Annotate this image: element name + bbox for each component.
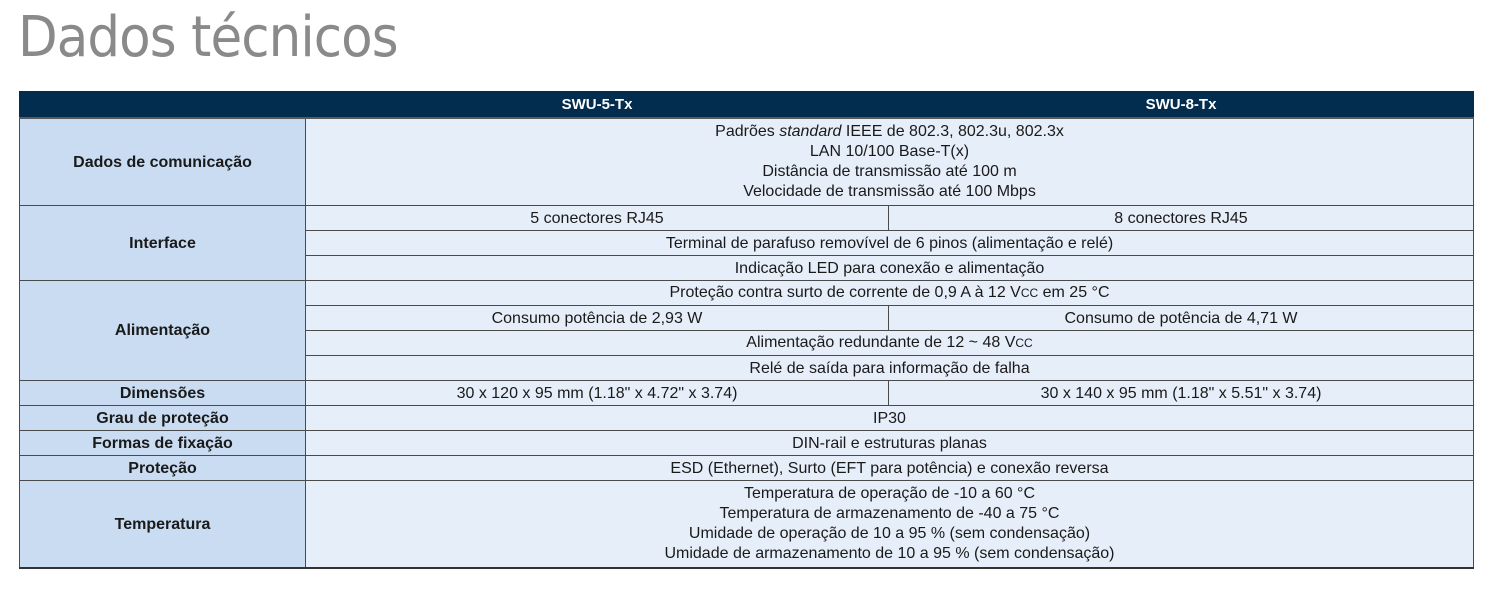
italic-text: standard: [779, 123, 842, 140]
row-label: Formas de fixação: [20, 431, 306, 456]
temperatura-value: [306, 481, 1474, 569]
page-title: Dados técnicos: [18, 5, 398, 70]
text: Proteção contra surto de corrente de 0,9 A à 12 V: [669, 284, 1021, 301]
surge-value: [306, 281, 1474, 306]
table-row-dimensoes: [20, 381, 1474, 406]
row-label: Dimensões: [20, 381, 306, 406]
table-row-alimentacao: [20, 281, 1474, 306]
row-label: Temperatura: [20, 481, 306, 569]
speed-line: Velocidade de transmissão até 100 Mbps: [743, 183, 1036, 200]
row-label: Alimentação: [20, 281, 306, 381]
storage-temp-line: Temperatura de armazenamento de -40 a 75 °C: [719, 505, 1060, 522]
header-swu-5-tx: SWU-5-Tx: [306, 92, 889, 119]
operating-temp-line: Temperatura de operação de -10 a 60 °C: [743, 485, 1036, 502]
redundant-value: [306, 331, 1474, 356]
technical-data-table: [19, 91, 1474, 569]
connectors-swu5: 5 conectores RJ45: [306, 206, 889, 231]
text: Padrões: [715, 123, 780, 140]
table-row-fixacao: [20, 431, 1474, 456]
operating-humidity-line: Umidade de operação de 10 a 95 % (sem condensação): [688, 525, 1091, 542]
power-swu5: Consumo potência de 2,93 W: [306, 306, 889, 331]
subscript: CC: [1015, 336, 1033, 350]
table-row-comunicacao: [20, 118, 1474, 206]
relay-value: Relé de saída para informação de falha: [306, 356, 1474, 381]
table-row-protecao: [20, 456, 1474, 481]
lan-line: LAN 10/100 Base-T(x): [809, 143, 970, 160]
subscript: CC: [1020, 286, 1039, 300]
distance-line: Distância de transmissão até 100 m: [762, 163, 1017, 180]
dimensions-swu8: 30 x 140 x 95 mm (1.18" x 5.51" x 3.74): [889, 381, 1474, 406]
dimensions-swu5: 30 x 120 x 95 mm (1.18" x 4.72" x 3.74): [306, 381, 889, 406]
led-value: Indicação LED para conexão e alimentação: [306, 256, 1474, 281]
fixacao-value: DIN-rail e estruturas planas: [306, 431, 1474, 456]
text: Alimentação redundante de 12 ~ 48 V: [746, 334, 1016, 351]
standards-line: [306, 122, 1473, 142]
row-label: Dados de comunicação: [20, 118, 306, 206]
row-label: Interface: [20, 206, 306, 281]
header-swu-8-tx: SWU-8-Tx: [889, 92, 1474, 119]
row-label: Proteção: [20, 456, 306, 481]
grau-value: IP30: [306, 406, 1474, 431]
power-swu8: Consumo de potência de 4,71 W: [889, 306, 1474, 331]
text: em 25 °C: [1038, 284, 1110, 301]
table-row-grau: [20, 406, 1474, 431]
header-empty: [20, 92, 306, 119]
row-label: Grau de proteção: [20, 406, 306, 431]
terminal-value: Terminal de parafuso removível de 6 pinos (alimentação e relé): [306, 231, 1474, 256]
table-header-row: [20, 92, 1474, 119]
table-row-interface: [20, 206, 1474, 231]
connectors-swu8: 8 conectores RJ45: [889, 206, 1474, 231]
storage-humidity-line: Umidade de armazenamento de 10 a 95 % (sem condensação): [664, 545, 1115, 562]
text: IEEE de 802.3, 802.3u, 802.3x: [841, 123, 1064, 140]
table-row-temperatura: [20, 481, 1474, 569]
protecao-value: ESD (Ethernet), Surto (EFT para potência) e conexão reversa: [306, 456, 1474, 481]
comunicacao-value: [306, 118, 1474, 206]
